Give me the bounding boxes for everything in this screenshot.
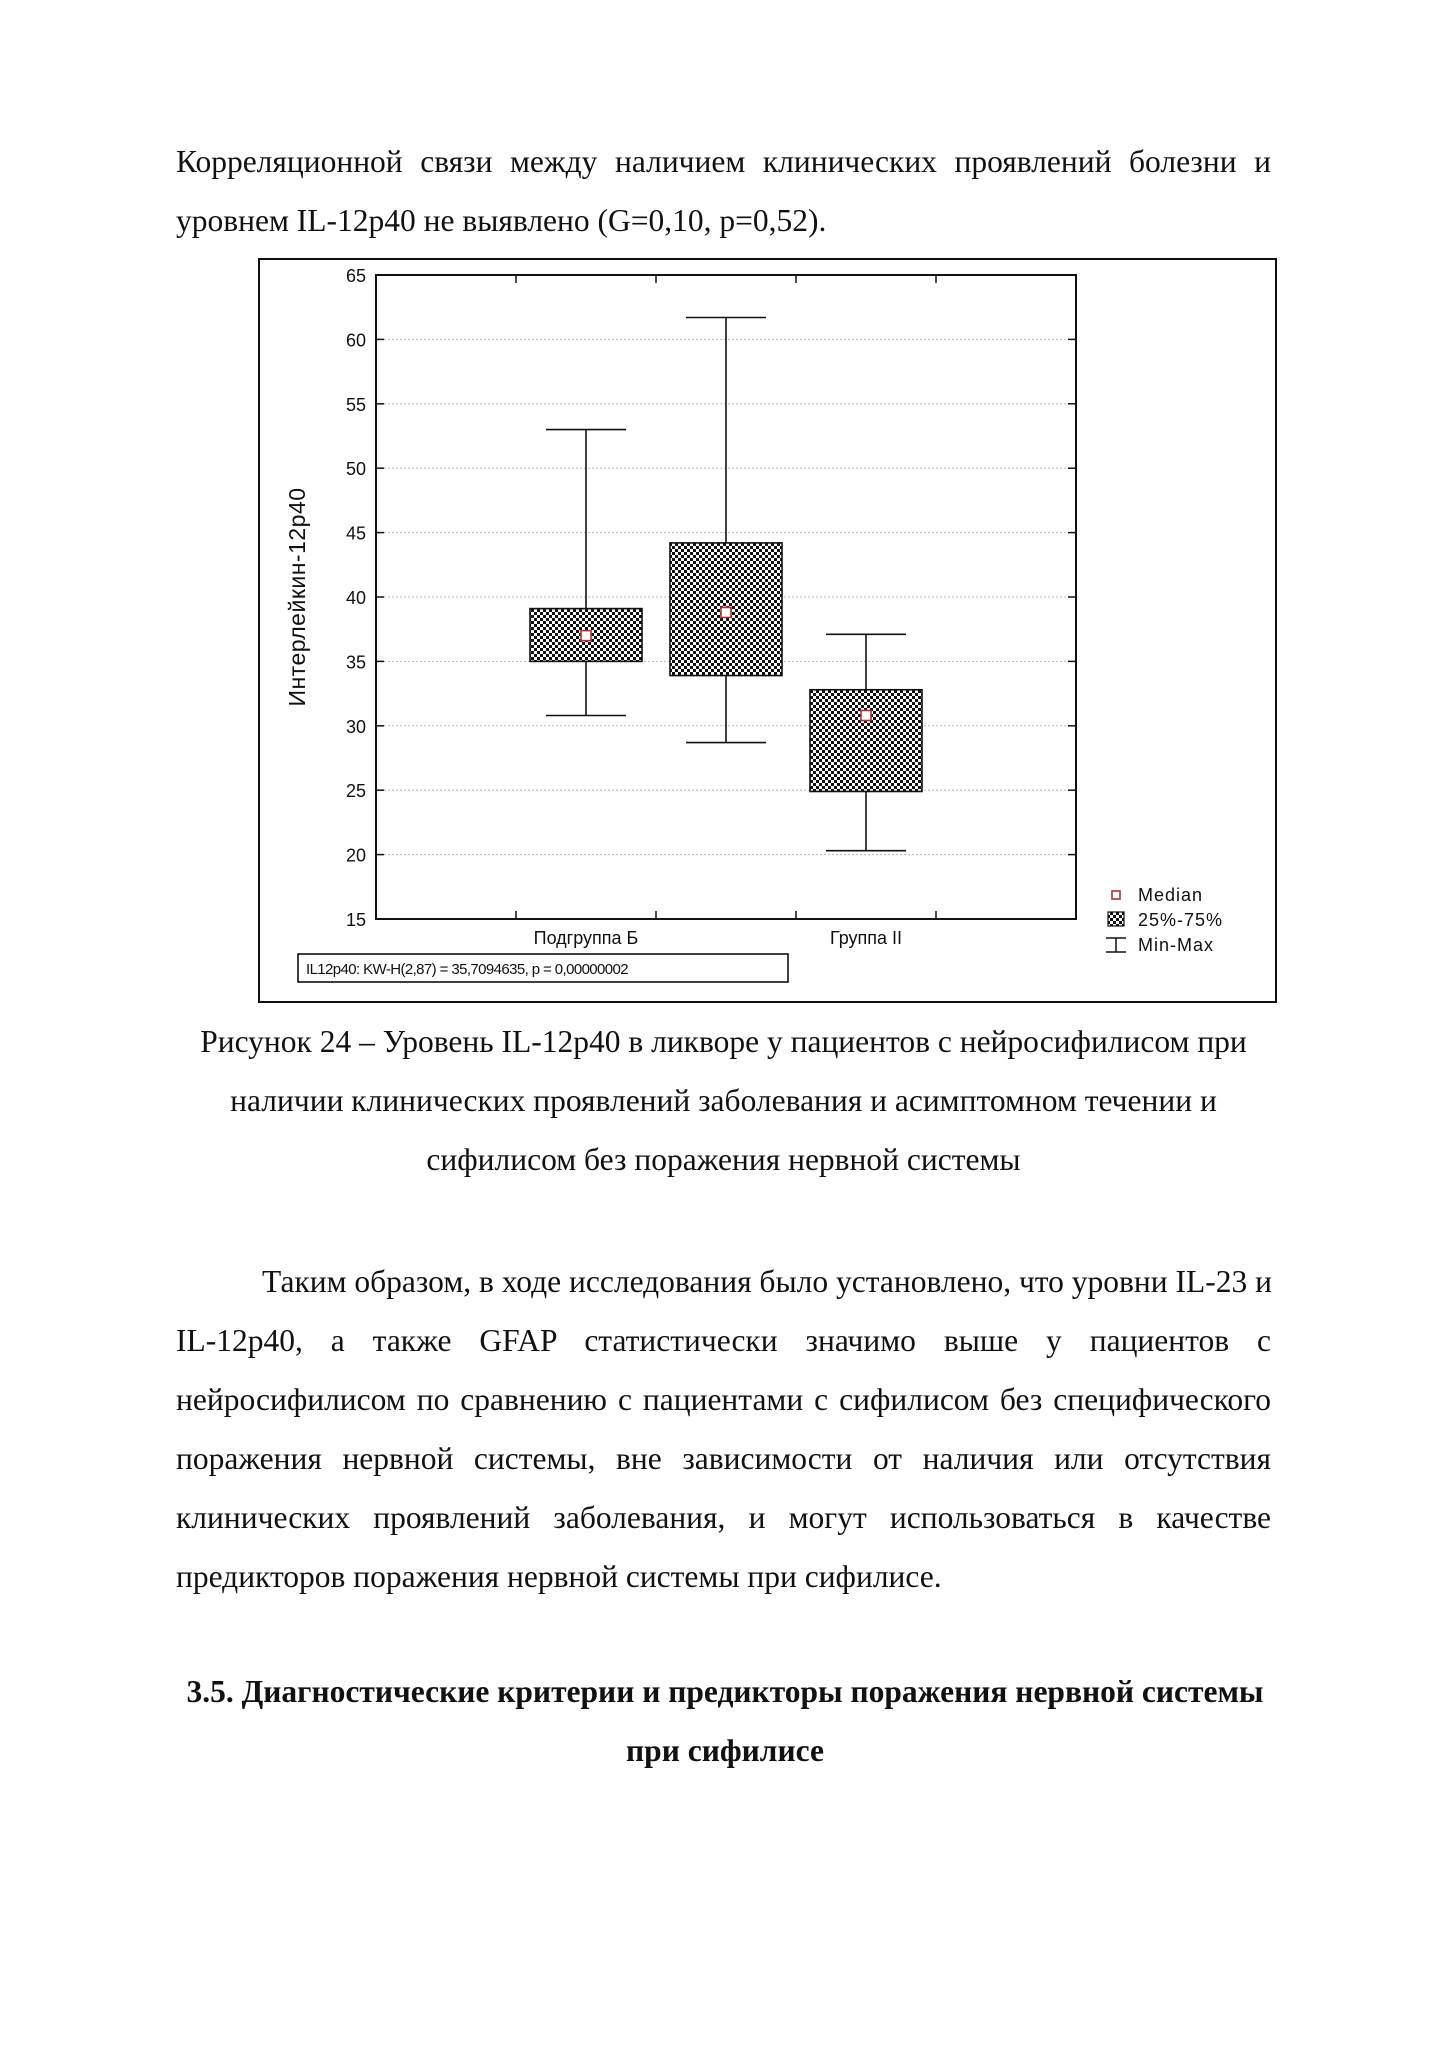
legend-box-swatch xyxy=(1108,912,1124,926)
legend-whisker-label: Min-Max xyxy=(1138,935,1215,955)
section-heading-line: при сифилисе xyxy=(626,1733,824,1768)
y-tick-label: 45 xyxy=(345,523,366,544)
y-tick-label: 15 xyxy=(345,910,366,930)
figure-caption xyxy=(176,1012,1271,1189)
y-tick-label: 40 xyxy=(345,588,366,608)
x-tick-label: Подгруппа Б xyxy=(533,928,639,948)
conclusion-line: нейросифилисом по сравнению с пациентами с сифилисом без специфического xyxy=(176,1382,1271,1417)
y-tick-label: 30 xyxy=(345,716,366,737)
x-tick-label: Группа II xyxy=(829,928,903,948)
caption-line: Рисунок 24 – Уровень IL-12p40 в ликворе у пациентов с нейросифилисом при xyxy=(200,1024,1247,1059)
section-heading-line: 3.5. Диагностические критерии и предикторы поражения нервной системы xyxy=(186,1674,1264,1709)
median-marker xyxy=(721,607,731,617)
section-heading xyxy=(150,1662,1300,1780)
y-axis-label: Интерлейкин-12p40 xyxy=(284,487,310,707)
y-tick-label: 55 xyxy=(345,394,366,415)
caption-line: наличии клинических проявлений заболевания и асимптомном течении и xyxy=(230,1083,1217,1118)
stat-text: IL12p40: KW-H(2,87) = 35,7094635, p = 0,00000002 xyxy=(306,961,629,978)
intro-line: уровнем IL-12p40 не выявлено (G=0,10, p=0,52). xyxy=(176,203,827,238)
median-marker xyxy=(581,631,591,641)
legend-median-label: Median xyxy=(1138,885,1204,905)
conclusion-line: поражения нервной системы, вне зависимости от наличия или отсутствия xyxy=(176,1441,1271,1476)
boxplot-figure xyxy=(258,258,1278,1004)
conclusion-line: предикторов поражения нервной системы при сифилисе. xyxy=(176,1559,942,1594)
y-tick-label: 20 xyxy=(345,845,366,866)
y-tick-label: 25 xyxy=(345,781,366,802)
y-tick-label: 35 xyxy=(345,652,366,673)
median-marker xyxy=(861,710,871,720)
iqr-box xyxy=(810,690,922,792)
intro-line: Корреляционной связи между наличием клинических проявлений болезни и xyxy=(176,144,1271,179)
conclusion-line: Таким образом, в ходе исследования было установлено, что уровни IL-23 и xyxy=(262,1264,1272,1299)
y-tick-label: 50 xyxy=(345,459,366,480)
y-tick-label: 60 xyxy=(345,330,366,351)
conclusion-line: IL-12p40, а также GFAP статистически значимо выше у пациентов с xyxy=(176,1323,1271,1358)
intro-paragraph xyxy=(176,132,1271,250)
conclusion-paragraph xyxy=(176,1252,1271,1606)
conclusion-line: клинических проявлений заболевания, и могут использоваться в качестве xyxy=(176,1500,1271,1535)
legend-box-label: 25%-75% xyxy=(1138,910,1224,930)
y-tick-label: 65 xyxy=(345,266,366,286)
legend-median-marker xyxy=(1112,891,1120,899)
caption-line: сифилисом без поражения нервной системы xyxy=(426,1142,1021,1177)
